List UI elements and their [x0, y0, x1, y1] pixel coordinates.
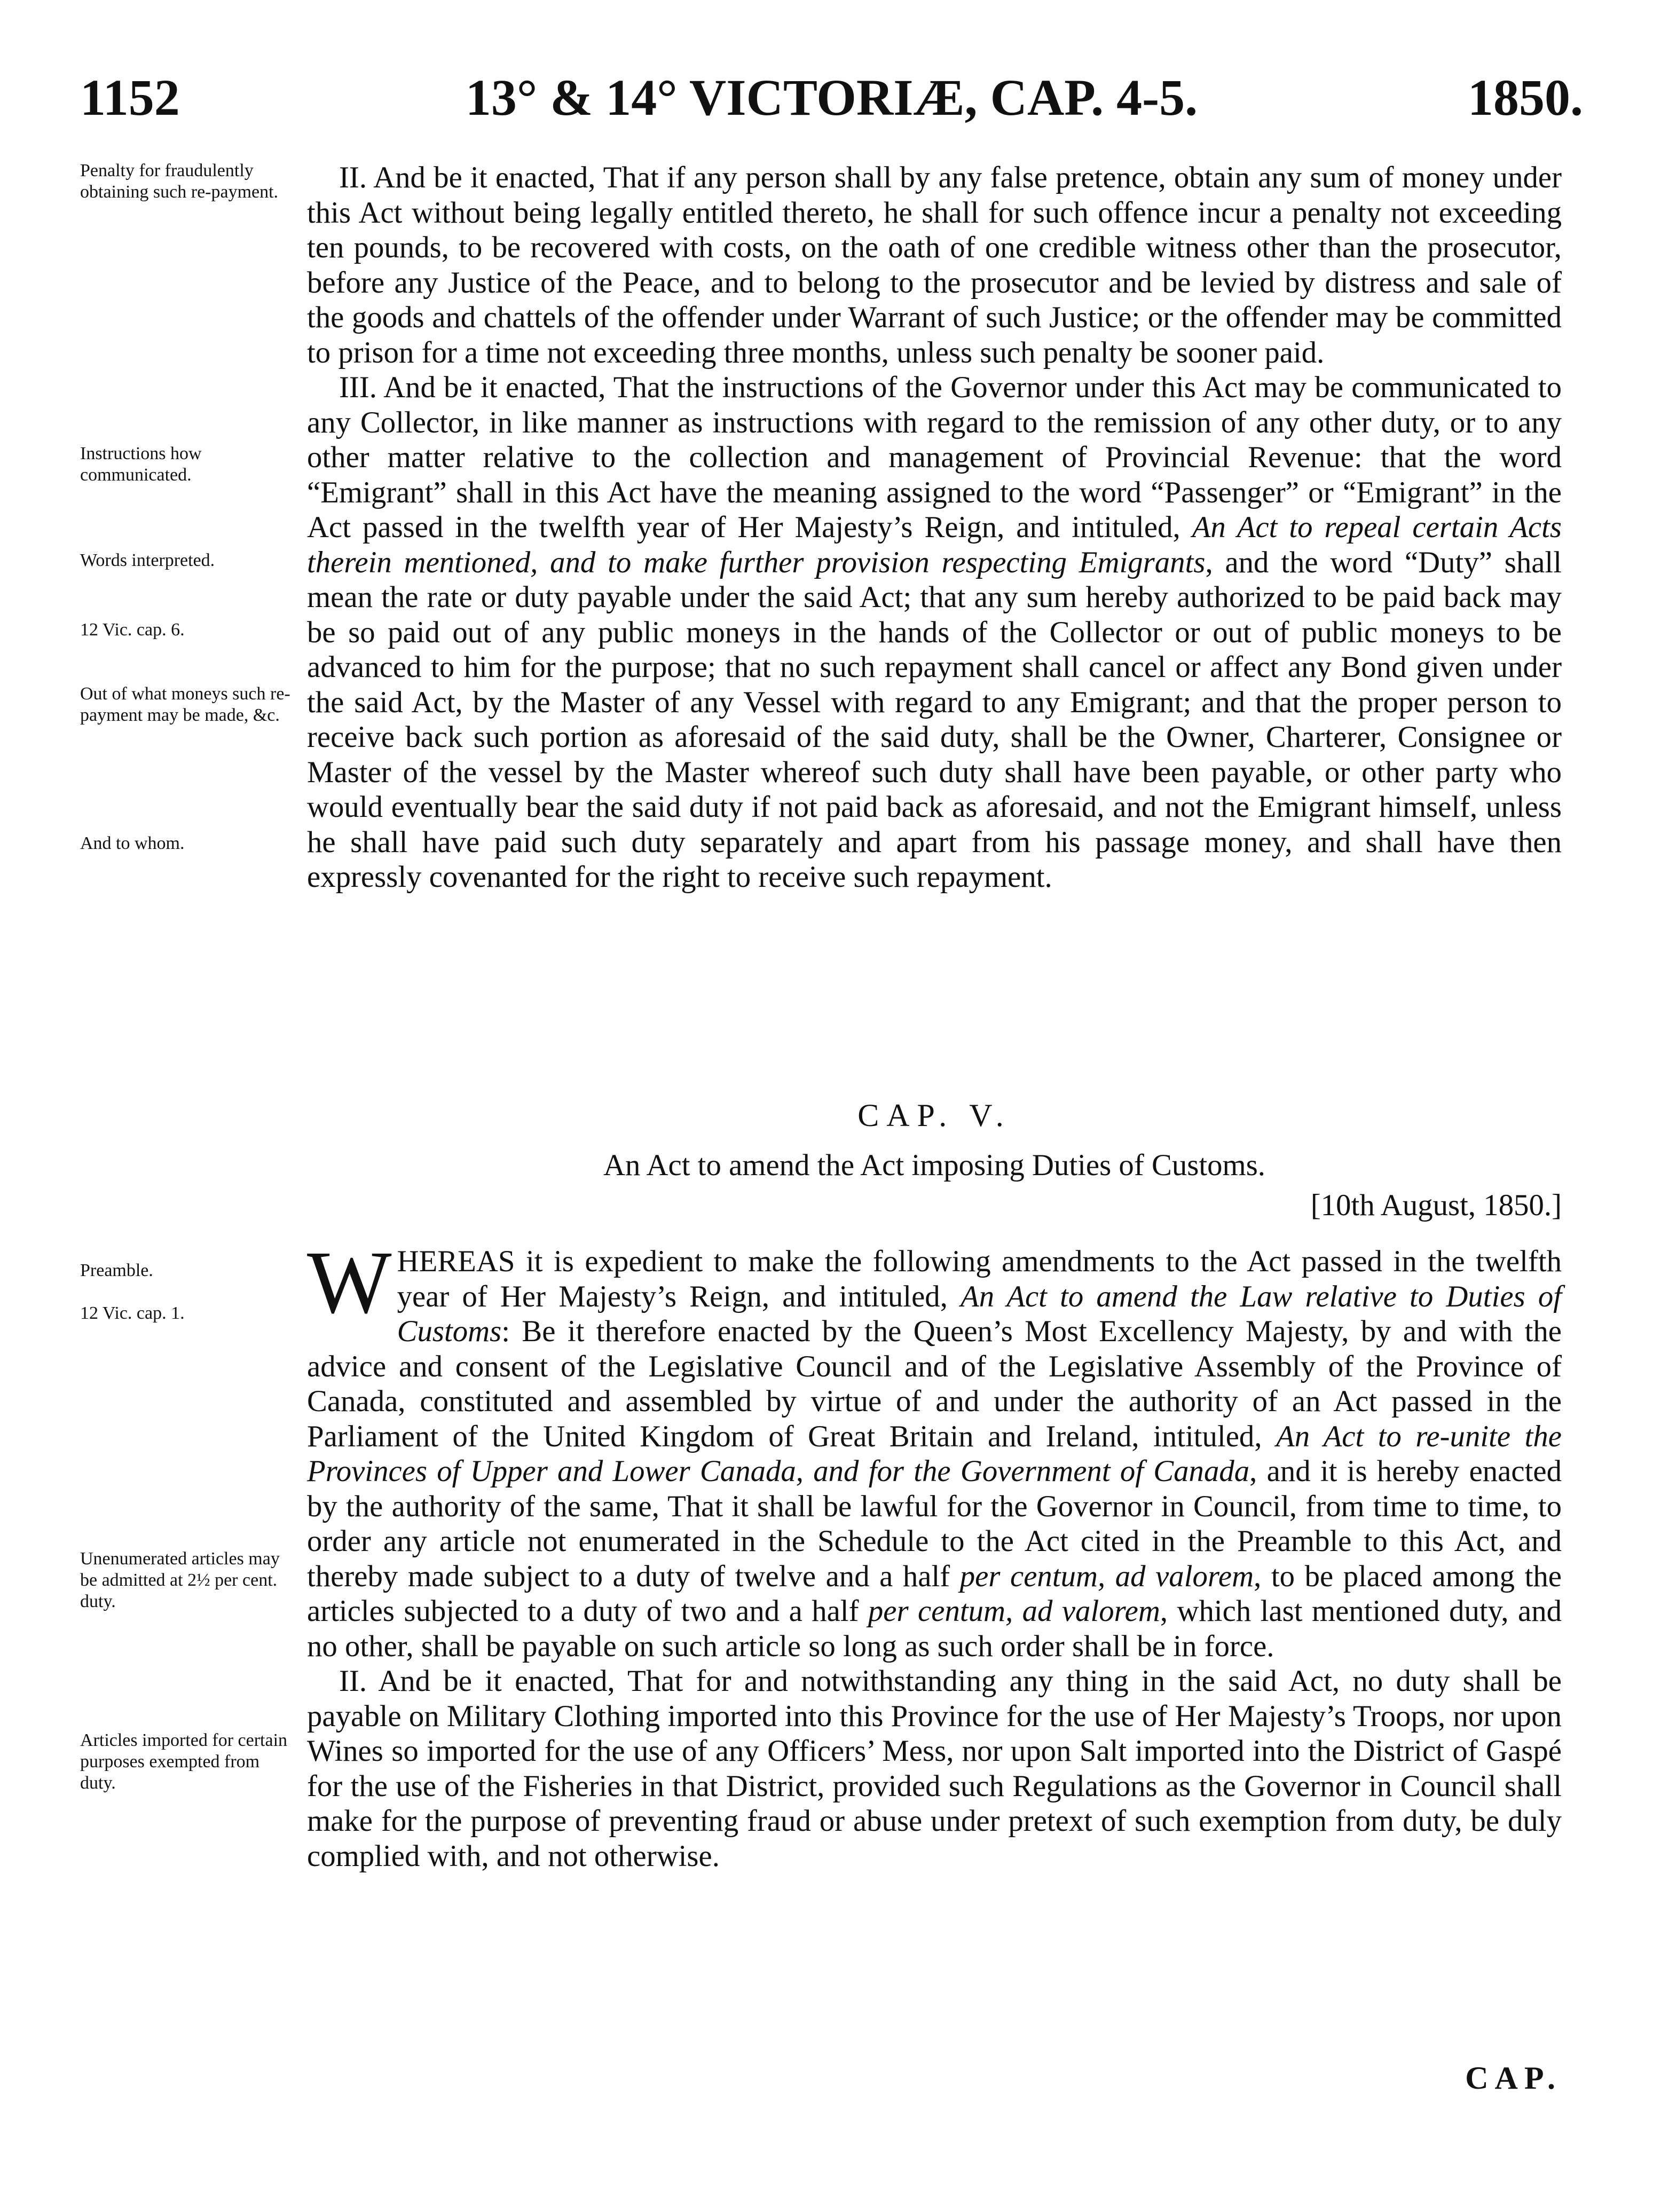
cap5-preamble-union-act-title: An Act to re-unite the Provinces of Upper and Lower Canada, and for the Government of Canada [307, 1419, 1562, 1488]
page-header [80, 68, 1583, 127]
margin-note-out-of-what-moneys: Out of what moneys such re-payment may be made, &c. [80, 684, 290, 725]
cap5-text [307, 1233, 1562, 1873]
cap5-date: [10th August, 1850.] [1310, 1188, 1562, 1222]
cap5-preamble-text-b: : Be it therefore enacted by the Queen’s Most Excellency Majesty, by and with the advice and consent of the Legislative Council and of the Legislative Assembly of the Province of Canada, constituted and assembled by virtue of and under the authority of an Act passed in the Parliament of the United Kingdom of Great Britain and Ireland, intituled, [307, 1314, 1562, 1453]
cap4-section-2: II. And be it enacted, That if any person shall by any false pretence, obtain any sum of money under this Act without being legally entitled thereto, he shall for such offence incur a penalty not exceeding ten pounds, to be recovered with costs, on the oath of one credible witness other than the prosecutor, before any Justice of the Peace, and to belong to the prosecutor and be levied by distress and sale of the goods and chattels of the offender under Warrant of such Justice; or the offender may be committed to prison for a time not exceeding three months, unless such penalty be sooner paid. [307, 161, 1562, 369]
margin-note-12vic-6: 12 Vic. cap. 6. [80, 620, 185, 640]
cap5-preamble-per-centum-2: per centum, ad valorem [868, 1594, 1160, 1628]
cap5-preamble-act-title: An Act to amend the Law relative to Duties of Customs [397, 1279, 1562, 1348]
catchword: CAP. [1465, 2060, 1562, 2096]
margin-note-12vic-1: 12 Vic. cap. 1. [80, 1303, 185, 1323]
cap5-section-2: II. And be it enacted, That for and notwithstanding any thing in the said Act, no duty shall be payable on Military Clothing imported into this Province for the use of Her Majesty’s Troops, nor upon Wines so imported for the use of any Officers’ Mess, nor upon Salt imported into the District of Gaspé for the use of the Fisheries in that District, provided such Regulations as the Governor in Council shall make for the purpose of preventing fraud or abuse under pretext of such exemption from duty, be duly complied with, and not otherwise. [307, 1664, 1562, 1873]
margin-note-penalty: Penalty for fraudulently obtaining such re-payment. [80, 161, 279, 202]
margin-note-instructions: Instructions how communicated. [80, 444, 202, 485]
cap5-preamble-text: HEREAS it is expedient to make the following amendments to the Act passed in the twelfth year of Her Majesty’s Reign, and intituled, [397, 1245, 1562, 1313]
margin-note-unenumerated: Unenumerated articles may be admitted at 2½ per cent. duty. [80, 1549, 280, 1611]
cap5-preamble [307, 1233, 1562, 1664]
margin-note-words-interpreted: Words interpreted. [80, 550, 215, 570]
cap5-preamble-per-centum-1: per centum, ad valorem [959, 1559, 1254, 1593]
dropcap-letter: W [307, 1233, 392, 1332]
cap4-section-3 [307, 370, 1562, 895]
cap4-section-3-text: III. And be it enacted, That the instructions of the Governor under this Act may be communicated to any Collector, in like manner as instructions with regard to the remission of any other duty, or to any other matter relative to the collection and management of Provincial Revenue: that the word “Emigrant” shall in this Act have the meaning assigned to the word “Passenger” or “Emigrant” in the Act passed in the twelfth year of Her Majesty’s Reign, and intituled, [307, 371, 1562, 544]
cap4-section-3-act-title: An Act to repeal certain Acts therein mentioned, and to make further provision respecting Emigrants [307, 510, 1562, 579]
running-title: 13° & 14° VICTORIÆ, CAP. 4-5. [465, 69, 1198, 126]
cap5-subtitle: An Act to amend the Act imposing Duties of Customs. [603, 1148, 1265, 1182]
cap5-heading: CAP. V. [857, 1098, 1011, 1133]
cap5-preamble-text-e: , which last mentioned duty, and no other, shall be payable on such article so long as such order shall be in force. [307, 1594, 1562, 1663]
margin-note-and-to-whom: And to whom. [80, 833, 185, 853]
cap5-preamble-text-c: , and it is hereby enacted by the authority of the same, That it shall be lawful for the Governor in Council, from time to time, to order any article not enumerated in the Schedule to the Act cited in the Preamble to this Act, and thereby made subject to a duty of twelve and a half [307, 1454, 1562, 1593]
page-number: 1152 [80, 69, 180, 126]
margin-note-preamble: Preamble. [80, 1261, 153, 1280]
cap4-text [307, 160, 1562, 895]
margin-note-articles-exempted: Articles imported for certain purposes exempted from duty. [80, 1730, 288, 1793]
cap5-preamble-text-d: , to be placed among the articles subjected to a duty of two and a half [307, 1559, 1562, 1628]
year: 1850. [1468, 69, 1583, 126]
cap4-section-3-text-cont: , and the word “Duty” shall mean the rate or duty payable under the said Act; that any sum hereby authorized to be paid back may be so paid out of any public moneys in the hands of the Collector or out of public moneys to be advanced to him for the purpose; that no such repayment shall cancel or affect any Bond given under the said Act, by the Master of any Vessel with regard to any Emigrant; and that the proper person to receive back such portion as aforesaid of the said duty, shall be the Owner, Charterer, Consignee or Master of the vessel by the Master whereof such duty shall have been payable, or other party who would eventually bear the said duty if not paid back as aforesaid, and not the Emigrant himself, unless he shall have paid such duty separately and apart from his passage money, and shall have then expressly covenanted for the right to receive such repayment. [307, 545, 1562, 894]
